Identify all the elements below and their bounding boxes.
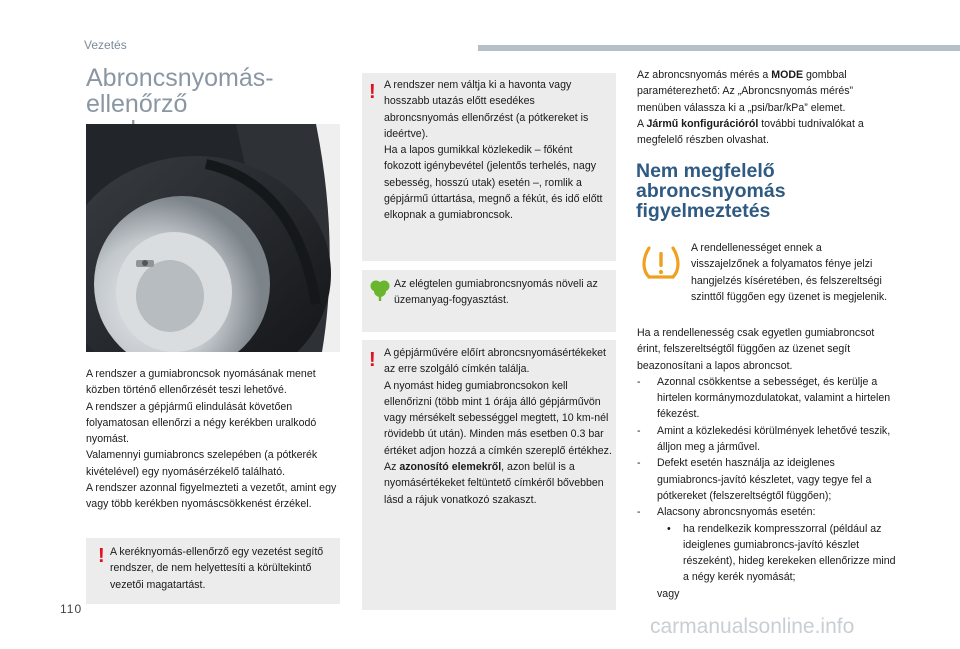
header-bar (478, 45, 960, 51)
list-item: - Alacsony abroncsnyomás esetén: (637, 506, 816, 519)
warning-exclamation-icon: ! (369, 81, 376, 103)
page-number: 110 (60, 602, 83, 616)
wheel-photo (86, 124, 340, 352)
sub-list-item: • ha rendelkezik kompresszorral (például az ideiglenes gumiabroncs-javító készlet részeként), hideg kerekeken ellenőrizze mind a négy kerék nyomását; (667, 522, 896, 584)
warning-exclamation-icon: ! (98, 545, 105, 567)
eco-leaf-icon (370, 279, 390, 301)
warning-note: ! A keréknyomás-ellenőrző egy vezetést segítő rendszer, de nem helyettesíti a körültekintő vezetői magatartást. (86, 538, 340, 604)
list-item: - Azonnal csökkentse a sebességet, és kerülje a hirtelen kormánymozdulatokat, valamint a hirtelen fékezést. (637, 375, 891, 421)
list-item: - Defekt esetén használja az ideiglenes gumiabroncs-javító készletet, vagy tegye fel a pótkereket (felszereltségtől függően); (637, 457, 872, 502)
note-box-3: ! A gépjárműv​ére előírt abroncsnyomásértékeket az erre szolgáló címkén találja. A nyomást hideg gumiabroncsokon kell ellenőrizni (több mint 1 órája álló gépjárművön vagy mérsékelt sebességgel megtett, 10 km-nél rövidebb út után). Minden más esetben 0.3 bar értéket adjon hozzá a címkén szereplő értékhez. Az azonosító elemekről, azon belül is a nyomásértékeket feltüntető címkéről bővebben lásd a rájuk vonatkozó szakaszt. (362, 340, 616, 610)
watermark: carmanualsonline.info (650, 615, 855, 638)
note-box-1: ! A rendszer nem váltja ki a havonta vagy hosszabb utazás előtt esedékes abroncsnyomás ellenőrzést (a pótkereket is ideértve). Ha a lapos gumikkal közlekedik – főként fokozott igénybevétel (jelentős terhelés, nagy sebesség, hosszú utak) esetén –, romlik a gépjármű úttartása, megnő a fékút, és idő előtt elkopnak a gumiabroncsok. (362, 73, 616, 261)
page-title: Abroncsnyomás-ellenőrző (86, 64, 274, 118)
section-label: Vezetés (84, 38, 127, 52)
tire-pressure-alert-icon (641, 244, 681, 280)
note-box-2: Az elégtelen gumiabroncsnyomás növeli az üzemanyag-fogyasztást. (362, 270, 616, 332)
instructions: Ha a rendellenesség csak egyetlen gumiabroncsot érint, felszereltségtől függően az üzenet segít beazonosítani a lapos abroncsot. - Azonnal csökkentse a sebességet, és kerülje a hirtelen kormánymozdulatokat, valamint a hirtelen fékezést. - Amint a közlekedési körülmények lehetővé teszik, álljon meg a járművel. - Defekt esetén használja az ideiglenes gumiabroncs-javító készletet, vagy tegye fel a pótkereket (felszereltségtől függően); - Alacsony abroncsnyomás esetén: • ha rendelkezik kompresszorral (például az ideiglenes gumiabroncs-javító készlet részeként), hideg kerekeken ellenőrizze mind a négy kerék nyomását; vagy (637, 325, 899, 602)
alert-description: A rendellenességet ennek a visszajelzőnek a folyamatos fénye jelzi hangjelzés kíséretében, és felszereltségi szinttől függően egy üzenet is megjelenik. (691, 242, 888, 303)
list-item: - Amint a közlekedési körülmények lehetővé teszik, álljon meg a járművel. (637, 424, 891, 454)
section-heading: Nem megfelelő abroncsnyomás figyelmeztetés (636, 160, 786, 222)
mode-intro: Az abroncsnyomás mérés a MODE gombbal paraméterezhető: Az „Abroncsnyomás mérés” menüben válassza ki a „psi/bar/kPa” elemet. A Jármű konfigurációról további tudnivalókat a megfelelő részben olvashat. (637, 69, 864, 147)
intro-text: A rendszer a gumiabroncsok nyomásának menet közben történő ellenőrzését teszi lehetővé. A rendszer a gépjármű elindulását követően folyamatosan ellenőrzi a négy kerékben uralkodó nyomást. Valamennyi gumiabroncs szelepében (a pótkerék kivételével) egy nyomásérzékelő található. A rendszer azonnal figyelmezteti a vezetőt, amint egy vagy több kerékben nyomáscsökkenést érzékel. (86, 368, 337, 511)
warning-exclamation-icon: ! (369, 349, 376, 371)
